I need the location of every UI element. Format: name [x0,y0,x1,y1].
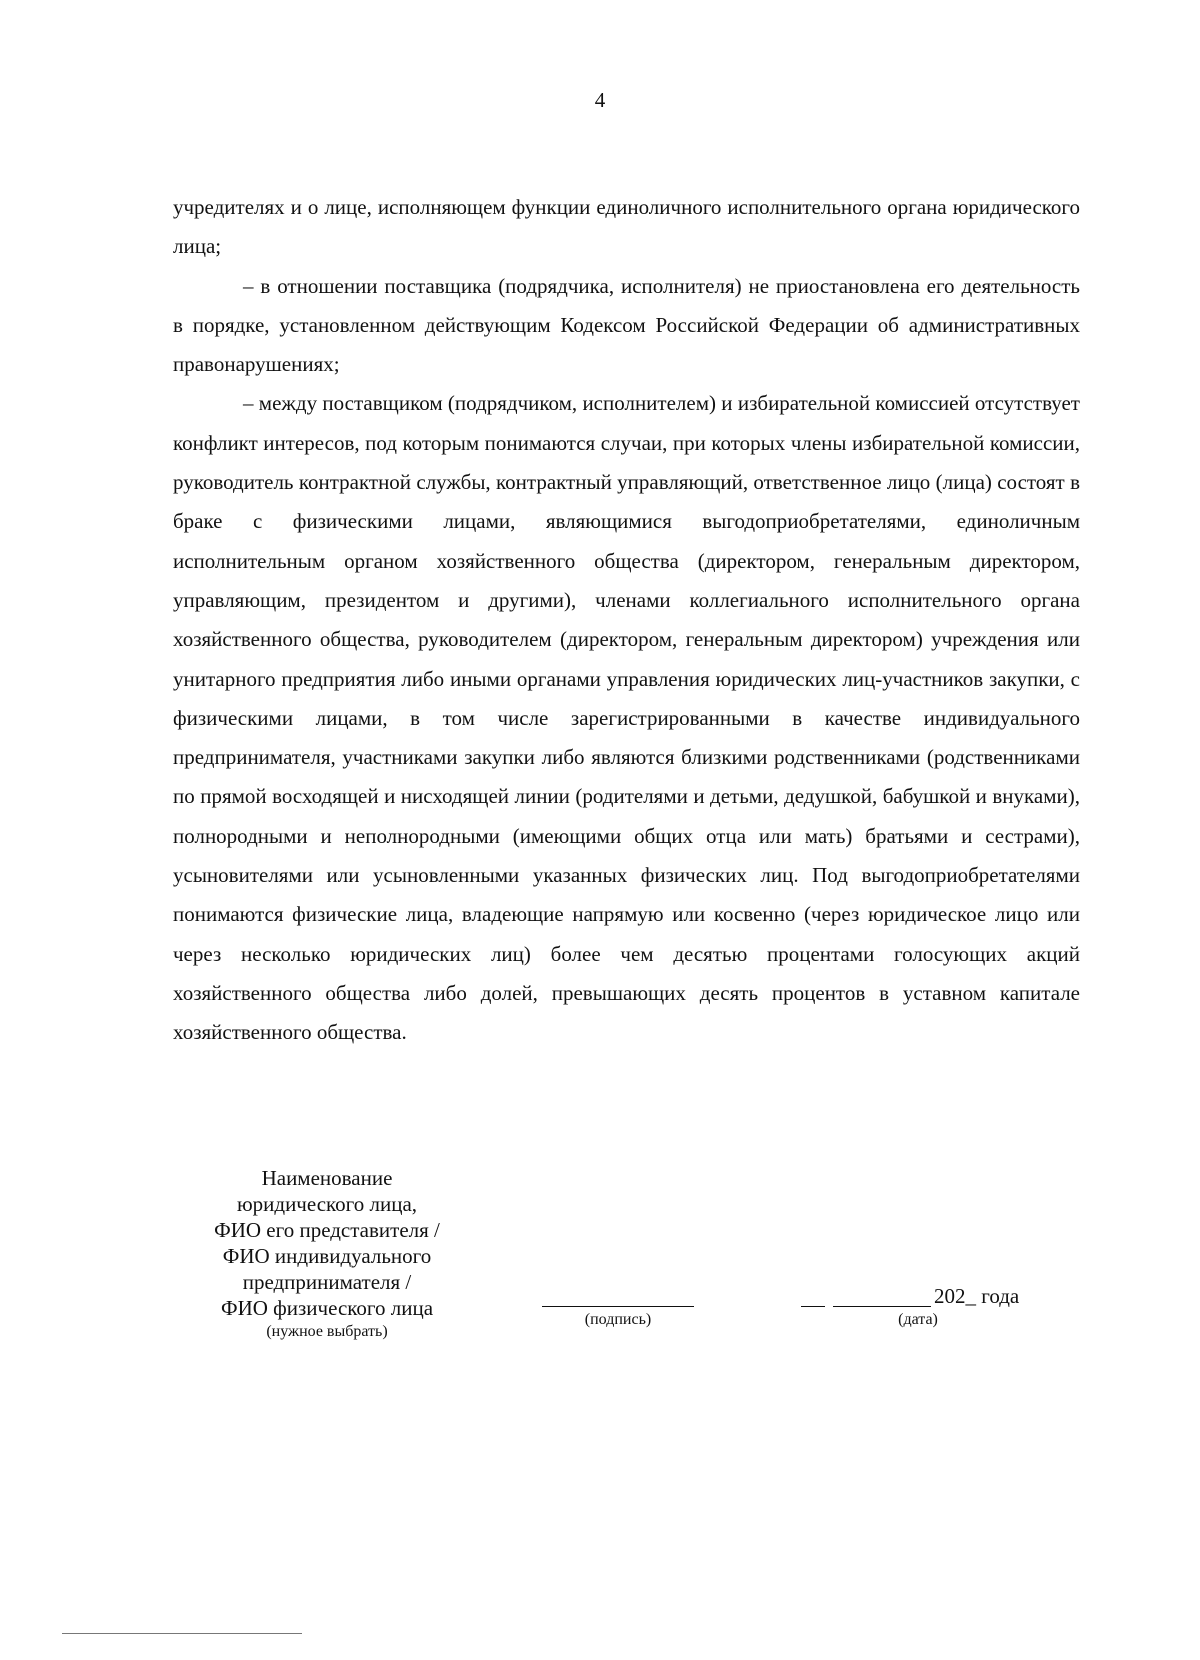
date-caption: (дата) [898,1311,938,1328]
signatory-line: предпринимателя / [242,1270,412,1294]
paragraph-conflict-of-interest: – между поставщиком (подрядчиком, исполнителем) и избирательной комиссией отсутствует конфликт интересов, под которым понимаются случаи, при которых члены избирательной комиссии, руководитель контрактной службы, контрактный управляющий, ответственное лицо (лица) состоят в браке с физическими лицами, являющимися выгодоприобретателями, единоличным исполнительным органом хозяйственного общества (директором, генеральным директором, управляющим, президентом и другими), членами коллегиального исполнительного органа хозяйственного общества, руководителем (директором, генеральным директором) учреждения или унитарного предприятия либо иными органами управления юридических лиц-участников закупки, с физическими лицами, в том числе зарегистрированными в качестве индивидуального предпринимателя, участниками закупки либо являются близкими родственниками (родственниками по прямой восходящей и нисходящей линии (родителями и детьми, дедушкой, бабушкой и внуками), полнородными и неполнородными (имеющими общих отца или мать) братьями и сестрами), усыновителями или усыновленными указанных физических лиц. Под выгодоприобретателями понимаются физические лица, владеющие напрямую или косвенно (через юридическое лицо или через несколько юридических лиц) более чем десятью процентами голосующих акций хозяйственного общества либо долей, превышающих десять процентов в уставном капитале хозяйственного общества. [173,391,1080,1045]
document-body [173,188,1080,1053]
date-day-line [801,1306,825,1307]
paragraph-activity-not-suspended: – в отношении поставщика (подрядчика, исполнителя) не приостановлена его деятельность в порядке, установленном действующим Кодексом Российской Федерации об административных правонарушениях; [173,273,1080,377]
signature-caption: (подпись) [584,1311,652,1328]
signatory-line: ФИО его представителя / [214,1218,440,1242]
signature-line [542,1306,694,1307]
signatory-line: ФИО физического лица [220,1296,434,1320]
signatory-line: ФИО индивидуального [222,1244,432,1268]
date-month-line [833,1306,931,1307]
signatory-note: (нужное выбрать) [266,1323,388,1340]
signatory-line: Наименование [261,1166,393,1190]
signatory-name-block [192,1165,462,1343]
paragraph-continuation: учредителях и о лице, исполняющем функции единоличного исполнительного органа юридического лица; [173,195,1080,259]
signatory-line: юридического лица, [236,1192,418,1216]
date-year-text: 202_ года [934,1284,1020,1308]
page-number: 4 [594,88,606,112]
footnote-rule [62,1633,302,1634]
